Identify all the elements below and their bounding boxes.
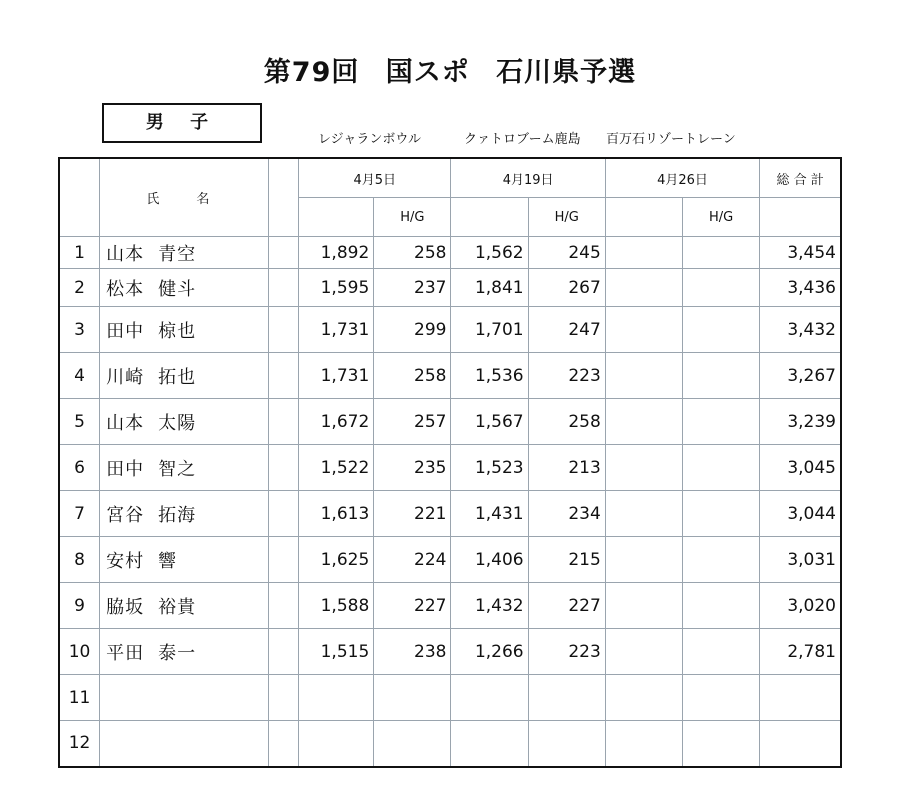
score-day1: 1,595 xyxy=(299,269,374,307)
score-day1 xyxy=(299,675,374,721)
score-day1: 1,588 xyxy=(299,583,374,629)
hg-day2: 215 xyxy=(528,537,605,583)
row-number: 2 xyxy=(59,269,100,307)
player-given-name: 青空 xyxy=(158,243,197,265)
hg-day1: 257 xyxy=(374,399,451,445)
hg-day3 xyxy=(682,629,759,675)
score-day1: 1,731 xyxy=(299,353,374,399)
hg-day2: 245 xyxy=(528,237,605,269)
hg-day2: 247 xyxy=(528,307,605,353)
header-date-3: 4月26日 xyxy=(605,158,759,198)
score-day2: 1,536 xyxy=(451,353,528,399)
player-family-name: 川崎 xyxy=(106,366,145,388)
hg-day3 xyxy=(682,675,759,721)
score-day3 xyxy=(605,353,682,399)
hg-day2: 223 xyxy=(528,629,605,675)
total-score: 3,454 xyxy=(760,237,841,269)
hg-day1: 235 xyxy=(374,445,451,491)
header-date-2: 4月19日 xyxy=(451,158,605,198)
hg-day3 xyxy=(682,399,759,445)
hg-day1: 227 xyxy=(374,583,451,629)
row-spacer xyxy=(268,721,298,767)
total-score: 3,436 xyxy=(760,269,841,307)
player-name xyxy=(100,445,269,491)
total-score xyxy=(760,675,841,721)
header-hg-1: H/G xyxy=(374,198,451,237)
hg-day1: 221 xyxy=(374,491,451,537)
hg-day2: 234 xyxy=(528,491,605,537)
hg-day2: 227 xyxy=(528,583,605,629)
hg-day1: 237 xyxy=(374,269,451,307)
player-given-name: 響 xyxy=(158,550,178,572)
hg-day2: 267 xyxy=(528,269,605,307)
player-family-name: 宮谷 xyxy=(106,504,145,526)
venue-2: クァトロブーム鹿島 xyxy=(464,132,581,147)
row-spacer xyxy=(268,675,298,721)
hg-day1: 258 xyxy=(374,353,451,399)
player-given-name: 椋也 xyxy=(158,320,197,342)
table-row xyxy=(59,583,841,629)
score-day1: 1,625 xyxy=(299,537,374,583)
score-day3 xyxy=(605,399,682,445)
table-row xyxy=(59,269,841,307)
player-given-name: 泰一 xyxy=(158,642,197,664)
row-number: 3 xyxy=(59,307,100,353)
hg-day2 xyxy=(528,675,605,721)
header-no xyxy=(59,158,100,237)
player-name xyxy=(100,675,269,721)
score-day2: 1,406 xyxy=(451,537,528,583)
row-spacer xyxy=(268,491,298,537)
player-name xyxy=(100,237,269,269)
score-day2: 1,562 xyxy=(451,237,528,269)
player-family-name: 平田 xyxy=(106,642,145,664)
row-number: 10 xyxy=(59,629,100,675)
row-spacer xyxy=(268,399,298,445)
score-day3 xyxy=(605,445,682,491)
header-name: 氏 名 xyxy=(100,158,269,237)
score-day3 xyxy=(605,237,682,269)
row-spacer xyxy=(268,353,298,399)
hg-day3 xyxy=(682,353,759,399)
player-name xyxy=(100,353,269,399)
hg-day3 xyxy=(682,491,759,537)
header-score-2 xyxy=(451,198,528,237)
score-day3 xyxy=(605,721,682,767)
total-score: 3,031 xyxy=(760,537,841,583)
table-row xyxy=(59,675,841,721)
total-score: 3,020 xyxy=(760,583,841,629)
title-edition: 第79回 xyxy=(263,57,360,88)
hg-day3 xyxy=(682,307,759,353)
hg-day1: 258 xyxy=(374,237,451,269)
hg-day3 xyxy=(682,583,759,629)
row-spacer xyxy=(268,537,298,583)
hg-day3 xyxy=(682,721,759,767)
player-given-name: 拓也 xyxy=(158,366,197,388)
player-family-name: 脇坂 xyxy=(106,596,145,618)
total-score: 2,781 xyxy=(760,629,841,675)
score-day2: 1,432 xyxy=(451,583,528,629)
venue-3: 百万石リゾートレーン xyxy=(606,132,736,147)
hg-day1: 238 xyxy=(374,629,451,675)
hg-day3 xyxy=(682,237,759,269)
score-day2: 1,523 xyxy=(451,445,528,491)
row-number: 7 xyxy=(59,491,100,537)
hg-day2 xyxy=(528,721,605,767)
row-number: 5 xyxy=(59,399,100,445)
hg-day2: 223 xyxy=(528,353,605,399)
hg-day1 xyxy=(374,675,451,721)
score-day2: 1,431 xyxy=(451,491,528,537)
hg-day2: 213 xyxy=(528,445,605,491)
hg-day1: 224 xyxy=(374,537,451,583)
row-spacer xyxy=(268,445,298,491)
score-day2: 1,266 xyxy=(451,629,528,675)
player-family-name: 田中 xyxy=(106,320,145,342)
row-number: 6 xyxy=(59,445,100,491)
category-label: 男 子 xyxy=(102,103,262,143)
row-number: 11 xyxy=(59,675,100,721)
table-row xyxy=(59,629,841,675)
hg-day3 xyxy=(682,445,759,491)
player-given-name: 健斗 xyxy=(158,278,197,300)
score-day3 xyxy=(605,269,682,307)
score-day1 xyxy=(299,721,374,767)
table-row xyxy=(59,237,841,269)
header-score-1 xyxy=(299,198,374,237)
total-score: 3,044 xyxy=(760,491,841,537)
score-day1: 1,515 xyxy=(299,629,374,675)
table-row xyxy=(59,307,841,353)
score-day1: 1,731 xyxy=(299,307,374,353)
hg-day3 xyxy=(682,269,759,307)
header-date-1: 4月5日 xyxy=(299,158,451,198)
score-day1: 1,613 xyxy=(299,491,374,537)
table-row xyxy=(59,353,841,399)
score-day2 xyxy=(451,721,528,767)
player-given-name: 智之 xyxy=(158,458,197,480)
header-spacer xyxy=(268,158,298,237)
score-day2 xyxy=(451,675,528,721)
score-day3 xyxy=(605,307,682,353)
score-day1: 1,522 xyxy=(299,445,374,491)
row-number: 4 xyxy=(59,353,100,399)
score-day3 xyxy=(605,675,682,721)
score-table xyxy=(58,157,842,768)
venue-1: レジャランボウル xyxy=(318,132,422,147)
score-day2: 1,841 xyxy=(451,269,528,307)
player-family-name: 田中 xyxy=(106,458,145,480)
score-day3 xyxy=(605,491,682,537)
player-name xyxy=(100,307,269,353)
player-family-name: 山本 xyxy=(106,243,145,265)
score-day3 xyxy=(605,537,682,583)
score-day3 xyxy=(605,583,682,629)
title-subtitle: 石川県予選 xyxy=(496,57,637,88)
hg-day1: 299 xyxy=(374,307,451,353)
score-day2: 1,567 xyxy=(451,399,528,445)
header-total: 総 合 計 xyxy=(760,158,841,198)
row-number: 1 xyxy=(59,237,100,269)
title-event: 国スポ xyxy=(385,57,470,88)
row-spacer xyxy=(268,583,298,629)
row-spacer xyxy=(268,629,298,675)
player-name xyxy=(100,399,269,445)
score-day1: 1,672 xyxy=(299,399,374,445)
page-title xyxy=(0,50,900,89)
player-family-name: 松本 xyxy=(106,278,145,300)
score-day1: 1,892 xyxy=(299,237,374,269)
hg-day1 xyxy=(374,721,451,767)
header-hg-2: H/G xyxy=(528,198,605,237)
hg-day3 xyxy=(682,537,759,583)
header-total-sub xyxy=(760,198,841,237)
row-spacer xyxy=(268,307,298,353)
row-spacer xyxy=(268,269,298,307)
row-spacer xyxy=(268,237,298,269)
total-score: 3,045 xyxy=(760,445,841,491)
table-row xyxy=(59,721,841,767)
player-name xyxy=(100,721,269,767)
header-score-3 xyxy=(605,198,682,237)
player-name xyxy=(100,491,269,537)
player-given-name: 裕貴 xyxy=(158,596,197,618)
player-given-name: 拓海 xyxy=(158,504,197,526)
row-number: 8 xyxy=(59,537,100,583)
player-name xyxy=(100,583,269,629)
table-row xyxy=(59,399,841,445)
player-given-name: 太陽 xyxy=(158,412,197,434)
table-row xyxy=(59,491,841,537)
player-name xyxy=(100,269,269,307)
total-score: 3,239 xyxy=(760,399,841,445)
table-row xyxy=(59,445,841,491)
hg-day2: 258 xyxy=(528,399,605,445)
player-name xyxy=(100,629,269,675)
score-day2: 1,701 xyxy=(451,307,528,353)
total-score: 3,432 xyxy=(760,307,841,353)
player-family-name: 安村 xyxy=(106,550,145,572)
player-name xyxy=(100,537,269,583)
score-day3 xyxy=(605,629,682,675)
player-family-name: 山本 xyxy=(106,412,145,434)
row-number: 9 xyxy=(59,583,100,629)
header-hg-3: H/G xyxy=(682,198,759,237)
total-score: 3,267 xyxy=(760,353,841,399)
total-score xyxy=(760,721,841,767)
row-number: 12 xyxy=(59,721,100,767)
table-row xyxy=(59,537,841,583)
